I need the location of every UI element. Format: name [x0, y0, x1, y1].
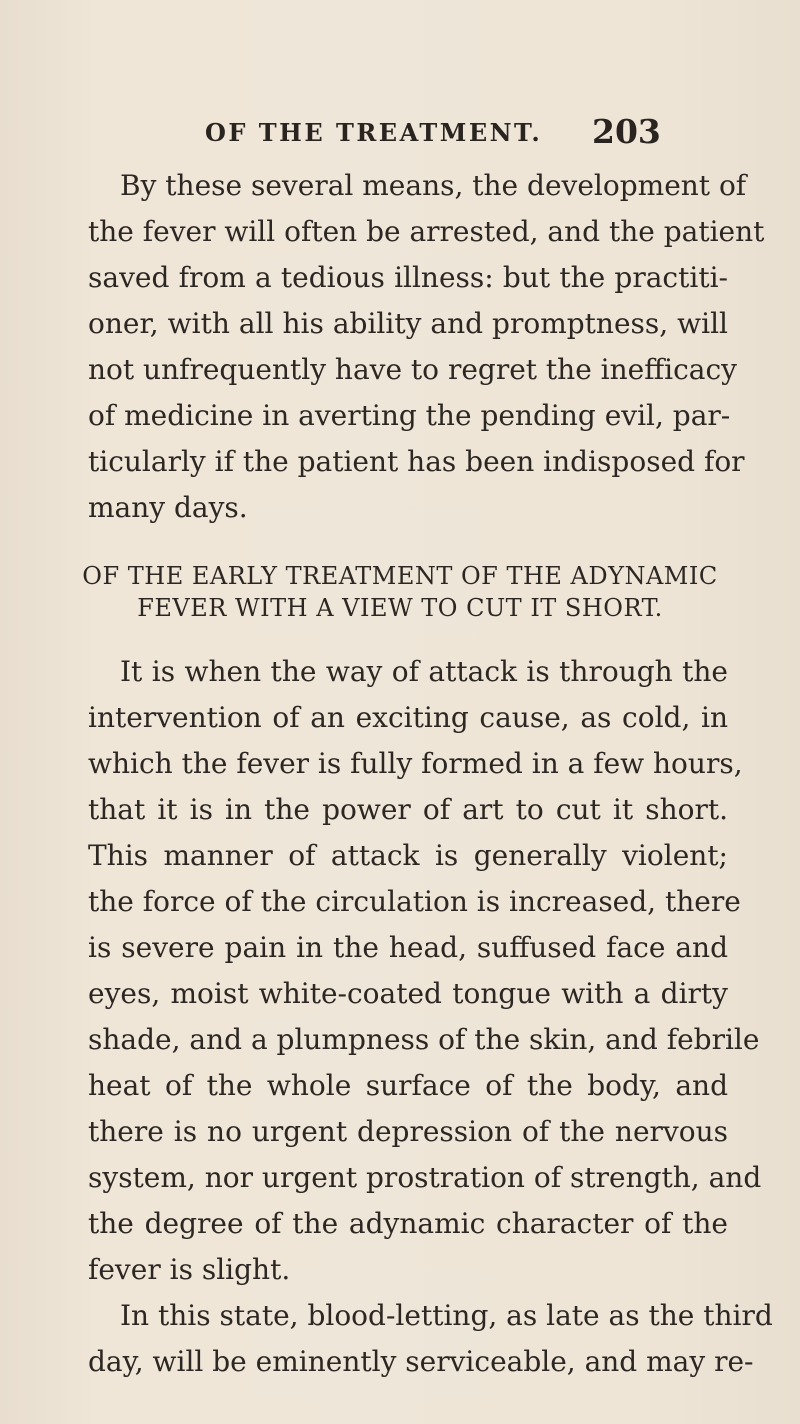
- text-line: is severe pain in the head, suffused face and: [88, 931, 728, 964]
- text-line: fever is slight.: [88, 1253, 291, 1286]
- text-line: the force of the circulation is increased, there: [88, 885, 741, 918]
- text-line: which the fever is fully formed in a few hours,: [88, 747, 743, 780]
- section-heading-line-1: OF THE EARLY TREATMENT OF THE ADYNAMIC: [82, 562, 718, 590]
- text-line: heat of the whole surface of the body, and: [88, 1069, 728, 1102]
- text-line: eyes, moist white-coated tongue with a dirty: [88, 977, 728, 1010]
- section-heading-line-2: FEVER WITH A VIEW TO CUT IT SHORT.: [137, 594, 663, 622]
- running-head-title: OF THE TREATMENT.: [205, 118, 543, 147]
- text-line: there is no urgent depression of the nervous: [88, 1115, 728, 1148]
- text-line: shade, and a plumpness of the skin, and febrile: [88, 1023, 760, 1056]
- text-line: saved from a tedious illness: but the practiti-: [88, 261, 728, 294]
- text-line: of medicine in averting the pending evil, par-: [88, 399, 731, 432]
- text-line: that it is in the power of art to cut it short.: [88, 793, 728, 826]
- text-line: ticularly if the patient has been indisposed for: [88, 445, 745, 478]
- page-number: 203: [592, 112, 661, 151]
- running-head: [0, 112, 800, 158]
- text-line: the fever will often be arrested, and the patient: [88, 215, 765, 248]
- text-line: day, will be eminently serviceable, and may re-: [88, 1345, 754, 1378]
- text-line: not unfrequently have to regret the inefficacy: [88, 353, 737, 386]
- text-line: By these several means, the development of: [120, 169, 747, 202]
- text-line: This manner of attack is generally violent;: [88, 839, 728, 872]
- text-line: many days.: [88, 491, 248, 524]
- text-line: oner, with all his ability and promptness, will: [88, 307, 728, 340]
- text-line: intervention of an exciting cause, as cold, in: [88, 701, 728, 734]
- text-line: the degree of the adynamic character of the: [88, 1207, 728, 1240]
- text-line: It is when the way of attack is through the: [120, 655, 728, 688]
- text-line: In this state, blood-letting, as late as the third: [120, 1299, 773, 1332]
- text-line: system, nor urgent prostration of strength, and: [88, 1161, 762, 1194]
